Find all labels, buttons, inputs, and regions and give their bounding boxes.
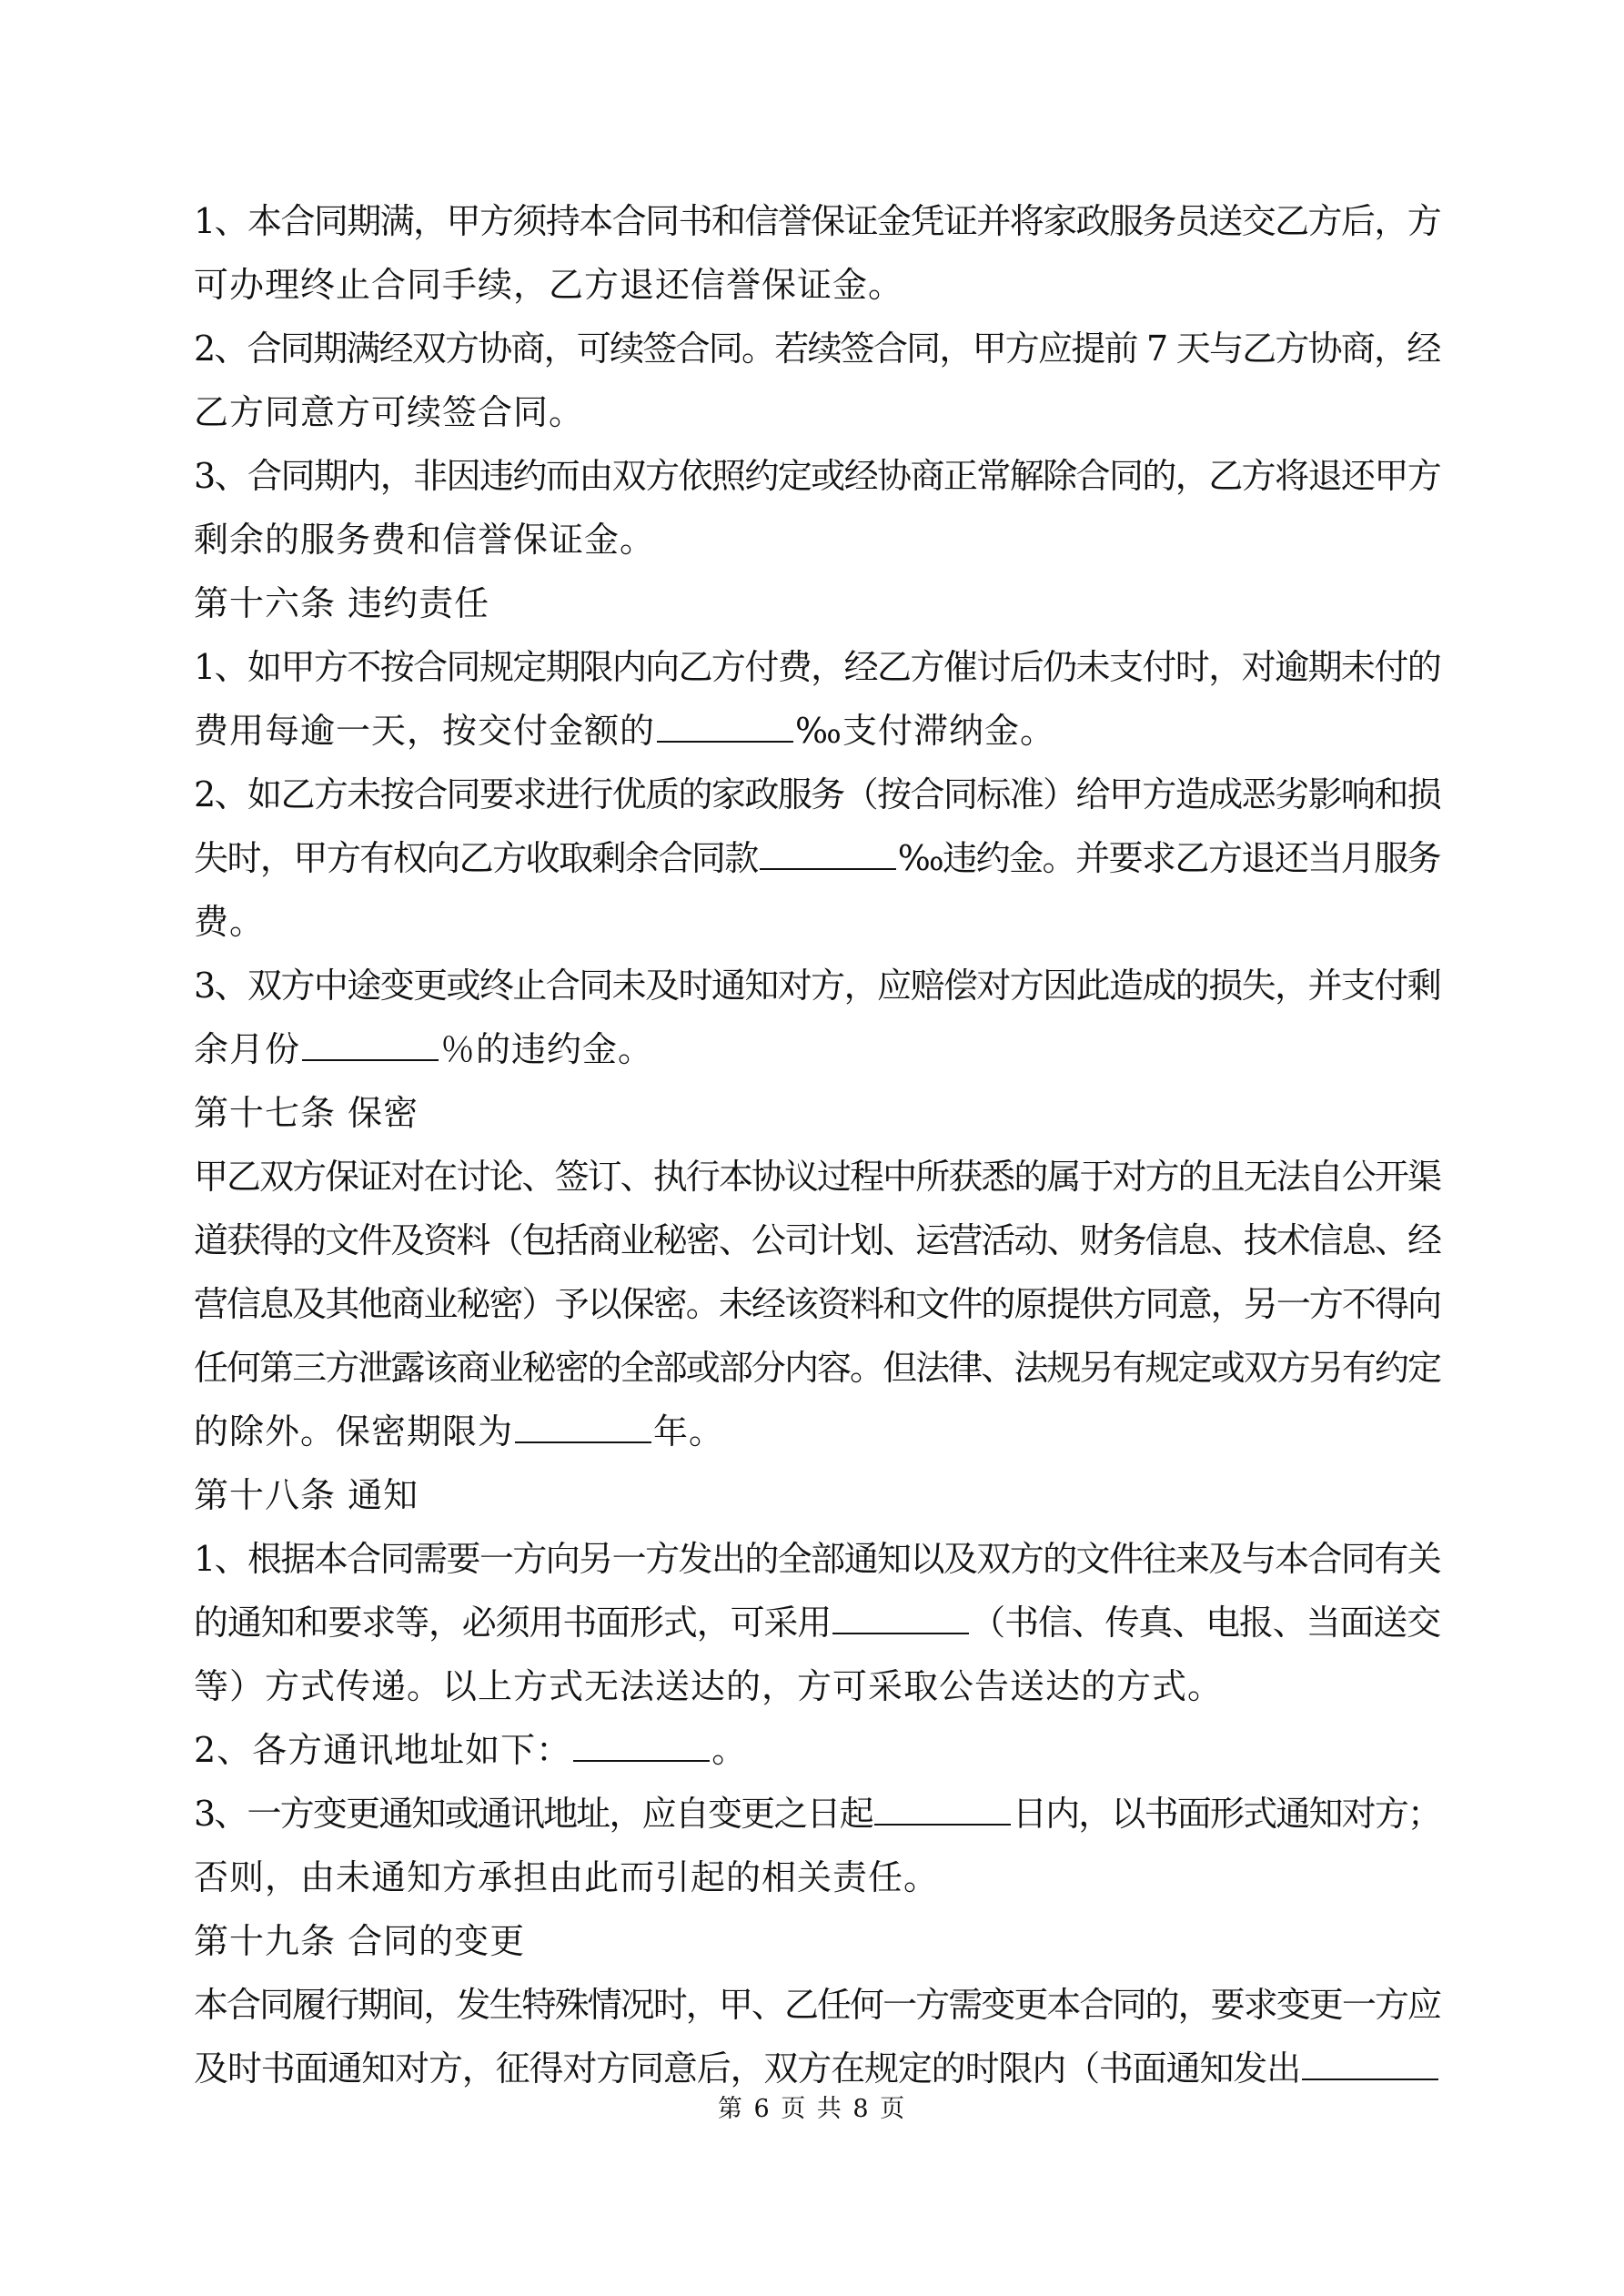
text-line — [194, 1982, 1440, 2028]
line-text: 否则，由未通知方承担由此而引起的相关责任。 — [194, 1857, 940, 1897]
line-text: 2、各方通讯地址如下： — [194, 1730, 572, 1770]
text-line — [194, 453, 1440, 499]
line-text: 2、如乙方未按合同要求进行优质的家政服务（按合同标准）给甲方造成恶劣影响和损 — [194, 774, 1441, 814]
line-text: 费。 — [194, 902, 266, 942]
text-line — [194, 1409, 1440, 1454]
line-text: 失时，甲方有权向乙方收取剩余合同款 — [194, 838, 758, 878]
line-text: 及时书面通知对方，征得对方同意后，双方在规定的时限内（书面通知发出 — [194, 2048, 1301, 2089]
line-text: （书信、传真、电报、当面送交 — [971, 1603, 1441, 1643]
line-text: 3、合同期内，非因违约而由双方依照约定或经协商正常解除合同的，乙方将退还甲方 — [194, 456, 1441, 496]
line-text: 3、一方变更通知或通讯地址，应自变更之日起 — [194, 1794, 873, 1834]
line-text: 第十九条 合同的变更 — [194, 1921, 526, 1961]
text-line — [194, 1727, 1440, 1773]
text-line — [194, 963, 1440, 1008]
text-line — [194, 1664, 1440, 1709]
line-text: 第十七条 保密 — [194, 1093, 419, 1133]
text-line — [194, 1218, 1440, 1263]
fill-in-blank — [657, 708, 793, 743]
text-line — [194, 1855, 1440, 1900]
text-line — [194, 1154, 1440, 1199]
text-line — [194, 1281, 1440, 1327]
line-text: 剩余的服务费和信誉保证金。 — [194, 520, 656, 560]
text-line — [194, 1918, 1440, 1964]
text-line — [194, 198, 1440, 244]
text-line — [194, 581, 1440, 626]
line-text: 营信息及其他商业秘密）予以保密。未经该资料和文件的原提供方同意，另一方不得向 — [194, 1284, 1441, 1324]
line-text: 3、双方中途变更或终止合同未及时通知对方，应赔偿对方因此造成的损失，并支付剩 — [194, 966, 1441, 1006]
line-text: 1、根据本合同需要一方向另一方发出的全部通知以及双方的文件往来及与本合同有关 — [194, 1539, 1441, 1579]
document-body — [194, 198, 1440, 2109]
line-text: 。 — [711, 1730, 748, 1770]
line-text: 第十八条 通知 — [194, 1475, 419, 1515]
text-line — [194, 2046, 1440, 2091]
text-line — [194, 1345, 1440, 1391]
text-line — [194, 1090, 1440, 1136]
text-line — [194, 389, 1440, 435]
text-line — [194, 772, 1440, 817]
text-line — [194, 1536, 1440, 1582]
fill-in-blank — [1302, 2046, 1438, 2080]
line-text: ‰支付滞纳金。 — [795, 711, 1056, 751]
line-text: 日内，以书面形式通知对方； — [1012, 1794, 1441, 1834]
fill-in-blank — [874, 1791, 1011, 1826]
text-line — [194, 517, 1440, 562]
text-line — [194, 644, 1440, 690]
text-line — [194, 708, 1440, 754]
line-text: 道获得的文件及资料（包括商业秘密、公司计划、运营活动、财务信息、技术信息、经 — [194, 1220, 1441, 1260]
text-line — [194, 1791, 1440, 1836]
text-line — [194, 835, 1440, 881]
line-text: 等）方式传递。以上方式无法送达的，方可采取公告送达的方式。 — [194, 1666, 1224, 1706]
line-text: 年。 — [653, 1411, 725, 1451]
text-line — [194, 326, 1440, 371]
line-text: 的除外。保密期限为 — [194, 1411, 514, 1451]
fill-in-blank — [760, 835, 896, 870]
line-text: 2、合同期满经双方协商，可续签合同。若续签合同，甲方应提前 7 天与乙方协商，经 — [194, 329, 1440, 369]
fill-in-blank — [573, 1727, 710, 1762]
line-text: 的通知和要求等，必须用书面形式，可采用 — [194, 1603, 832, 1643]
text-line — [194, 1600, 1440, 1645]
line-text: 甲乙双方保证对在讨论、签订、执行本协议过程中所获悉的属于对方的且无法自公开渠 — [194, 1157, 1441, 1197]
line-text: 余月份 — [194, 1029, 301, 1069]
text-line — [194, 1027, 1440, 1072]
line-text: 本合同履行期间，发生特殊情况时，甲、乙任何一方需变更本合同的，要求变更一方应 — [194, 1985, 1441, 2025]
line-text: 第十六条 违约责任 — [194, 583, 490, 623]
line-text: 1、如甲方不按合同规定期限内向乙方付费，经乙方催讨后仍未支付时，对逾期未付的 — [194, 647, 1441, 687]
line-text: 可办理终止合同手续，乙方退还信誉保证金。 — [194, 265, 904, 305]
text-line — [194, 899, 1440, 945]
fill-in-blank — [302, 1027, 439, 1061]
line-text: 任何第三方泄露该商业秘密的全部或部分内容。但法律、法规另有规定或双方另有约定 — [194, 1348, 1441, 1388]
fill-in-blank — [515, 1409, 651, 1443]
fill-in-blank — [832, 1600, 969, 1634]
line-text: 乙方同意方可续签合同。 — [194, 392, 585, 432]
line-text: ％的违约金。 — [440, 1029, 654, 1069]
line-text: 费用每逾一天，按交付金额的 — [194, 711, 656, 751]
line-text: ‰违约金。并要求乙方退还当月服务 — [897, 838, 1440, 878]
page-footer: 第 6 页 共 8 页 — [717, 2095, 907, 2123]
line-text: 1、本合同期满，甲方须持本合同书和信誉保证金凭证并将家政服务员送交乙方后，方 — [194, 201, 1441, 241]
text-line — [194, 1472, 1440, 1518]
text-line — [194, 262, 1440, 308]
